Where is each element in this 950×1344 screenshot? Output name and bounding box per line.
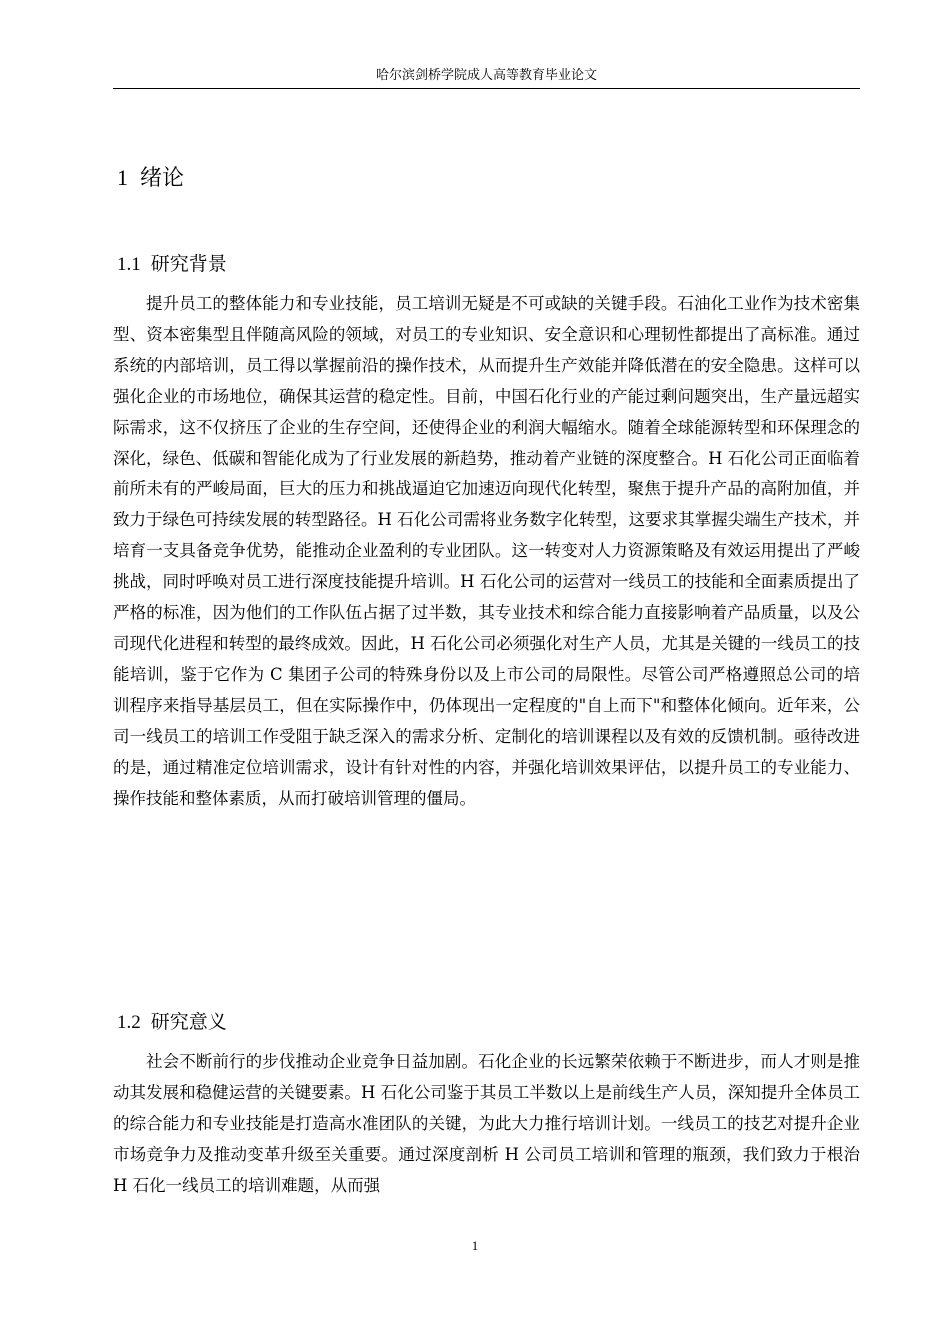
page-number: 1	[471, 1238, 479, 1253]
header-divider	[113, 88, 860, 89]
chapter-number: 1	[117, 165, 128, 190]
section-title: 研究意义	[150, 1011, 227, 1033]
section-number: 1.2	[117, 1012, 141, 1033]
section-title: 研究背景	[150, 253, 227, 275]
body-paragraph: 提升员工的整体能力和专业技能，员工培训无疑是不可或缺的关键手段。石油化工业作为技术密集型、资本密集型且伴随高风险的领域，对员工的专业知识、安全意识和心理韧性都提出了高标准。通过系统的内部培训，员工得以掌握前沿的操作技术，从而提升生产效能并降低潜在的安全隐患。这样可以强化企业的市场地位，确保其运营的稳定性。目前，中国石化行业的产能过剩问题突出，生产量远超实际需求，这不仅挤压了企业的生存空间，还使得企业的利润大幅缩水。随着全球能源转型和环保理念的深化，绿色、低碳和智能化成为了行业发展的新趋势，推动着产业链的深度整合。H 石化公司正面临着前所未有的严峻局面，巨大的压力和挑战逼迫它加速迈向现代化转型，聚焦于提升产品的高附加值，并致力于绿色可持续发展的转型路径。H 石化公司需将业务数字化转型，这要求其掌握尖端生产技术，并培育一支具备竞争优势，能推动企业盈利的专业团队。这一转变对人力资源策略及有效运用提出了严峻挑战，同时呼唤对员工进行深度技能提升培训。H 石化公司的运营对一线员工的技能和全面素质提出了严格的标准，因为他们的工作队伍占据了过半数，其专业技术和综合能力直接影响着产品质量，以及公司现代化进程和转型的最终成效。因此，H 石化公司必须强化对生产人员，尤其是关键的一线员工的技能培训，鉴于它作为 C 集团子公司的特殊身份以及上市公司的局限性。尽管公司严格遵照总公司的培训程序来指导基层员工，但在实际操作中，仍体现出一定程度的"自上而下"和整体化倾向。近年来，公司一线员工的培训工作受阻于缺乏深入的需求分析、定制化的培训课程以及有效的反馈机制。亟待改进的是，通过精准定位培训需求，设计有针对性的内容，并强化培训效果评估，以提升员工的专业能力、操作技能和整体素质，从而打破培训管理的僵局。	[113, 294, 860, 808]
section-number: 1.1	[117, 254, 141, 275]
section-heading-1-2	[117, 1009, 227, 1036]
section-heading-1-1	[117, 251, 227, 278]
running-header: 哈尔滨剑桥学院成人高等教育毕业论文	[375, 68, 597, 83]
chapter-title: 绪论	[140, 166, 185, 191]
chapter-heading	[117, 163, 184, 194]
body-paragraph: 社会不断前行的步伐推动企业竞争日益加剧。石化企业的长远繁荣依赖于不断进步，而人才则是推动其发展和稳健运营的关键要素。H 石化公司鉴于其员工半数以上是前线生产人员，深知提升全体员工的综合能力和专业技能是打造高水准团队的关键，为此大力推行培训计划。一线员工的技艺对提升企业市场竞争力及推动变革升级至关重要。通过深度剖析 H 公司员工培训和管理的瓶颈，我们致力于根治 H 石化一线员工的培训难题，从而强	[113, 1052, 860, 1195]
